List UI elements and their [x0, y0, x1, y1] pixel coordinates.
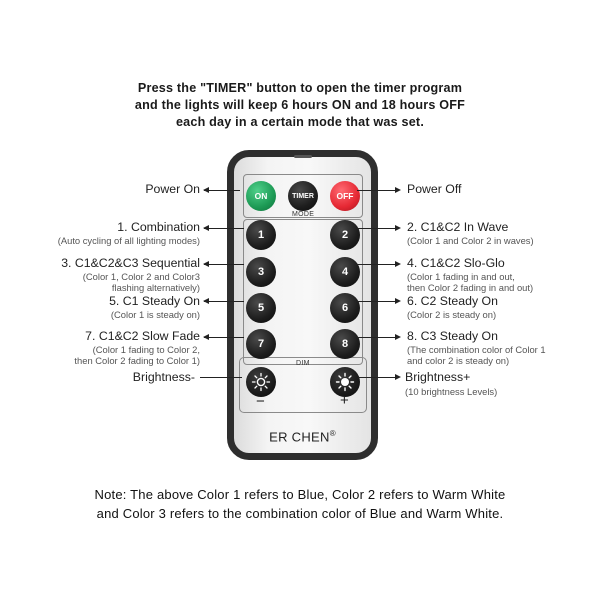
- mode-5-button[interactable]: 5: [246, 293, 276, 323]
- power-off-label: Power Off: [407, 182, 462, 196]
- arrow-brightness-minus: [200, 377, 242, 378]
- arrow-head: [395, 298, 401, 304]
- brand-name: ER CHEN: [269, 429, 330, 445]
- color-note-line-1: Note: The above Color 1 refers to Blue, Color 2 refers to Warm White: [94, 487, 506, 502]
- registered-mark: ®: [329, 429, 336, 438]
- mode-7-desc-2: then Color 2 fading to Color 1): [74, 355, 200, 366]
- arrow-mode-3: [204, 264, 244, 265]
- arrow-mode-2: [356, 228, 395, 229]
- arrow-head: [395, 374, 401, 380]
- mode-3-button[interactable]: 3: [246, 257, 276, 287]
- mode-8-button[interactable]: 8: [330, 329, 360, 359]
- arrow-head: [203, 298, 209, 304]
- sun-filled-icon: [335, 372, 355, 392]
- arrow-head: [203, 187, 209, 193]
- timer-button[interactable]: TIMER: [288, 181, 318, 211]
- mode-4-label: 4. C1&C2 Slo-Glo: [407, 256, 505, 270]
- sun-outline-icon: [251, 372, 271, 392]
- timer-instructions-line-2: and the lights will keep 6 hours ON and 18 hours OFF: [134, 98, 466, 112]
- arrow-mode-4: [356, 264, 395, 265]
- arrow-mode-5: [204, 301, 244, 302]
- remote-top-mark: [294, 155, 312, 158]
- brightness-plus-label: Brightness+: [405, 370, 471, 384]
- timer-instructions: [100, 80, 500, 131]
- on-button[interactable]: ON: [246, 181, 276, 211]
- arrow-mode-8: [356, 337, 395, 338]
- mode-5-label: 5. C1 Steady On: [109, 294, 200, 308]
- mode-8-desc-1: (The combination color of Color 1: [407, 344, 546, 355]
- mode-6-button[interactable]: 6: [330, 293, 360, 323]
- arrow-power-off: [357, 190, 395, 191]
- mode-2-button[interactable]: 2: [330, 220, 360, 250]
- color-note-line-2: and Color 3 refers to the combination color of Blue and Warm White.: [96, 506, 504, 521]
- brand-logo: [234, 429, 371, 444]
- arrow-head: [203, 261, 209, 267]
- mode-4-desc-2: then Color 2 fading in and out): [407, 282, 534, 293]
- dim-label: DIM: [296, 360, 310, 367]
- mode-8-desc-2: and color 2 is steady on): [407, 355, 510, 366]
- arrow-head: [203, 225, 209, 231]
- remote-control: [227, 150, 378, 460]
- mode-1-desc: (Auto cycling of all lighting modes): [57, 235, 200, 246]
- plus-sign: +: [340, 392, 349, 409]
- mode-7-desc-1: (Color 1 fading to Color 2,: [92, 344, 200, 355]
- arrow-head: [203, 334, 209, 340]
- mode-3-label: 3. C1&C2&C3 Sequential: [61, 256, 200, 270]
- mode-6-label: 6. C2 Steady On: [407, 294, 498, 308]
- arrow-power-on: [204, 190, 240, 191]
- power-on-label: Power On: [145, 182, 200, 196]
- off-button[interactable]: OFF: [330, 181, 360, 211]
- timer-instructions-line-1: Press the "TIMER" button to open the timer program: [137, 81, 463, 95]
- arrow-mode-6: [356, 301, 395, 302]
- color-note: [40, 485, 560, 523]
- mode-7-button[interactable]: 7: [246, 329, 276, 359]
- brightness-plus-desc: (10 brightness Levels): [405, 386, 498, 397]
- mode-3-desc-2: flashing alternatively): [111, 282, 200, 293]
- arrow-mode-7: [204, 337, 244, 338]
- mode-4-button[interactable]: 4: [330, 257, 360, 287]
- arrow-brightness-plus: [358, 377, 395, 378]
- mode-4-desc-1: (Color 1 fading in and out,: [407, 271, 515, 282]
- arrow-head: [395, 261, 401, 267]
- mode-1-button[interactable]: 1: [246, 220, 276, 250]
- arrow-head: [395, 187, 401, 193]
- mode-2-label: 2. C1&C2 In Wave: [407, 220, 509, 234]
- timer-instructions-line-3: each day in a certain mode that was set.: [175, 115, 425, 129]
- mode-2-desc: (Color 1 and Color 2 in waves): [407, 235, 534, 246]
- brightness-minus-label: Brightness-: [132, 370, 195, 384]
- mode-3-desc-1: (Color 1, Color 2 and Color3: [82, 271, 200, 282]
- mode-label: MODE: [292, 211, 315, 218]
- arrow-mode-1: [204, 228, 244, 229]
- mode-5-desc: (Color 1 is steady on): [110, 309, 200, 320]
- mode-7-label: 7. C1&C2 Slow Fade: [85, 329, 200, 343]
- arrow-head: [395, 334, 401, 340]
- mode-6-desc: (Color 2 is steady on): [407, 309, 497, 320]
- mode-1-label: 1. Combination: [117, 220, 200, 234]
- arrow-head: [395, 225, 401, 231]
- mode-8-label: 8. C3 Steady On: [407, 329, 498, 343]
- minus-sign: −: [256, 393, 265, 410]
